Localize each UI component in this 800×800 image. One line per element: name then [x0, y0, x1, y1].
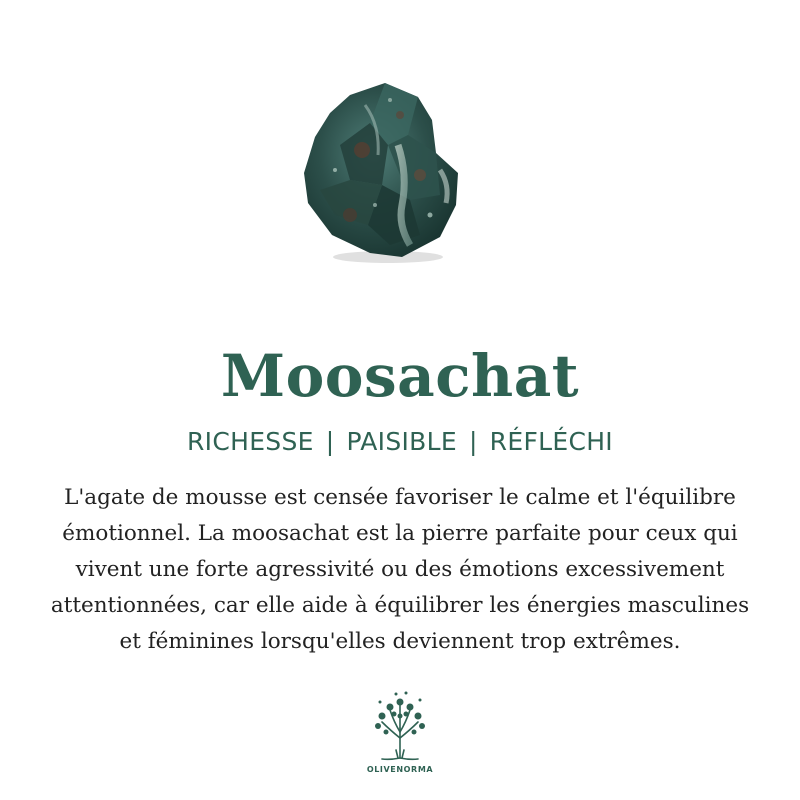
property-tag: RICHESSE [187, 427, 314, 456]
brand-name: OLIVENORMA [366, 765, 434, 774]
description-line: vivent une forte agressivité ou des émotions excessivement [75, 557, 725, 582]
moss-agate-stone-image [290, 75, 480, 270]
property-tag: RÉFLÉCHI [489, 427, 613, 456]
stone-description [0, 480, 800, 660]
description-line: L'agate de mousse est censée favoriser le calme et l'équilibre [64, 485, 736, 510]
stone-name-title: Moosachat [220, 342, 580, 410]
description-line: émotionnel. La moosachat est la pierre parfaite pour ceux qui [62, 521, 738, 546]
tree-of-life-icon [360, 686, 440, 766]
brand-logo [360, 686, 440, 786]
tag-separator: | [325, 427, 335, 456]
description-line: et féminines lorsqu'elles deviennent trop extrêmes. [119, 629, 681, 654]
stone-properties [0, 424, 800, 460]
property-tag: PAISIBLE [346, 427, 457, 456]
tag-separator: | [468, 427, 478, 456]
description-line: attentionnées, car elle aide à équilibrer les énergies masculines [50, 593, 750, 618]
